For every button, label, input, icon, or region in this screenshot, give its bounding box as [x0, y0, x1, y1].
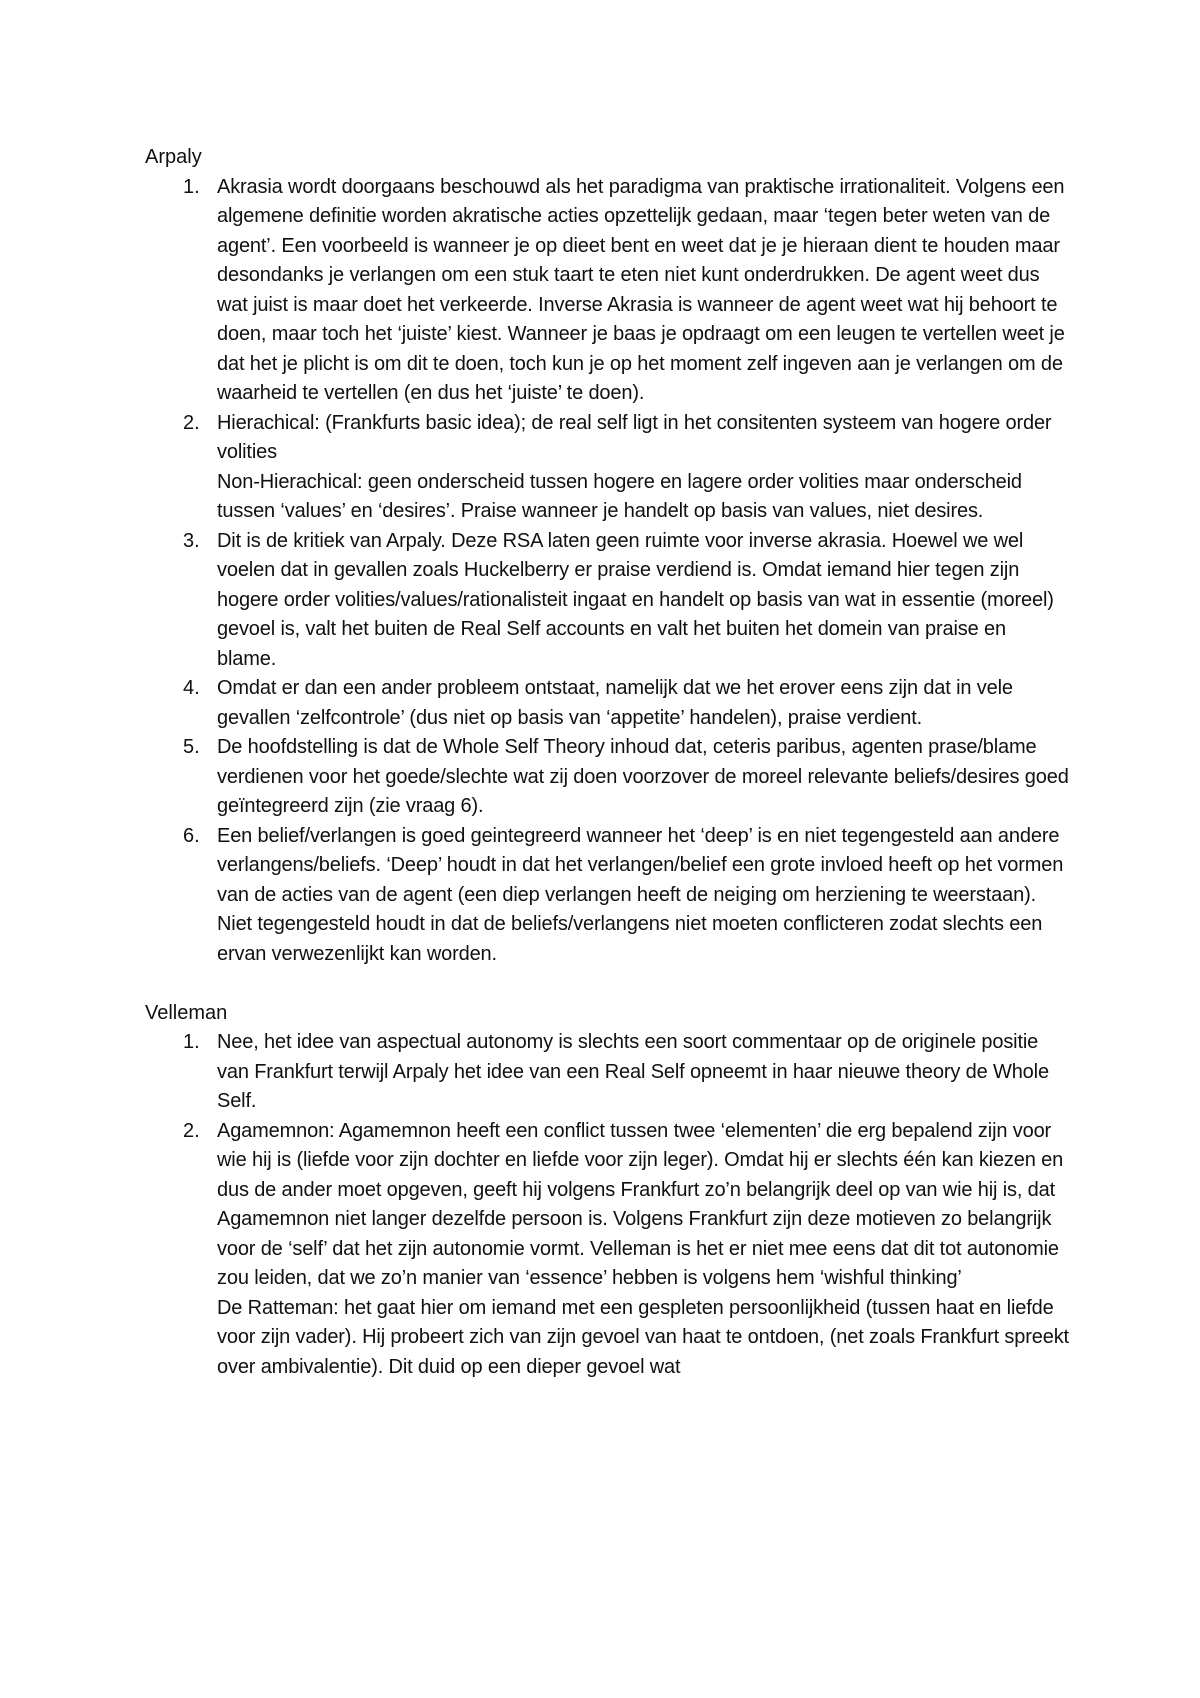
- section-heading-arpaly: Arpaly: [145, 146, 202, 168]
- item-number: 3.: [183, 529, 200, 552]
- list-item: [145, 173, 1070, 409]
- list-item: [145, 733, 1075, 822]
- list-item: [145, 1028, 1070, 1117]
- item-text: Nee, het idee van aspectual autonomy is slechts een soort commentaar op de originele positie van Frankfurt terwijl Arpaly het idee van een Real Self opneemt in haar nieuwe theory de Whole Self.: [217, 1031, 1055, 1112]
- item-number: 4.: [183, 677, 200, 699]
- item-text: Akrasia wordt doorgaans beschouwd als het paradigma van praktische irrationaliteit. Volgens een algemene definitie worden akratische acties opzettelijk gedaan, maar ‘tegen beter weten van de agent’. Een voorbeeld is wanneer je op dieet bent en weet dat je je hieraan dient te houden maar desondanks je verlangen om een stuk taart te eten niet kunt onderdrukken. De agent weet dus wat juist is maar doet het verkeerde. Inverse Akrasia is wanneer de agent weet wat hij behoort te doen, maar toch het ‘juiste’ kiest. Wanneer je baas je opdraagt om een leugen te vertellen weet je dat het je plicht is om dit te doen, toch kun je op het moment zelf ingeven aan je verlangen om de waarheid te vertellen (en dus het ‘juiste’ te doen).: [217, 175, 1071, 404]
- item-number: 2.: [183, 411, 200, 434]
- item-number: 2.: [183, 1119, 200, 1142]
- list-item: [145, 409, 1070, 527]
- item-number: 5.: [183, 736, 200, 758]
- item-text: Agamemnon: Agamemnon heeft een conflict tussen twee ‘elementen’ die erg bepalend zijn voor wie hij is (liefde voor zijn dochter en liefde voor zijn leger). Omdat hij er slechts één kan kiezen en dus de ander moet opgeven, geeft hij volgens Frankfurt zo’n belangrijk deel op van wie hij is, dat Agamemnon niet langer dezelfde persoon is. Volgens Frankfurt zijn deze motieven zo belangrijk voor de ‘self’ dat het zijn autonomie vormt. Velleman is het er niet mee eens dat dit tot autonomie zou leiden, dat we zo’n manier van ‘essence’ hebben is volgens hem ‘wishful thinking’ De Ratteman: het gaat hier om iemand met een gespleten persoonlijkheid (tussen haat en liefde voor zijn vader). Hij probeert zich van zijn gevoel van haat te ontdoen, (net zoals Frankfurt spreekt over ambivalentie). Dit duid op een dieper gevoel wat: [217, 1119, 1069, 1378]
- list-item: [145, 674, 1070, 733]
- list-item: [145, 527, 1070, 675]
- item-text: Omdat er dan een ander probleem ontstaat, namelijk dat we het erover eens zijn dat in vele gevallen ‘zelfcontrole’ (dus niet op basis van ‘appetite’ handelen), praise verdient.: [217, 677, 1019, 729]
- item-text: Hierachical: (Frankfurts basic idea); de real self ligt in het consitenten systeem van hogere order volities Non-Hierachical: geen onderscheid tussen hogere en lagere order volities maar onderscheid tussen ‘values’ en ‘desires’. Praise wanneer je handelt op basis van values, niet desires.: [217, 411, 1052, 522]
- section-velleman: [145, 999, 1070, 1383]
- item-text: De hoofdstelling is dat de Whole Self Theory inhoud dat, ceteris paribus, agenten prase/blame verdienen voor het goede/slechte wat zij doen voorzover de moreel relevante beliefs/desires goed geïntegreerd zijn (zie vraag 6).: [217, 736, 1075, 817]
- answer-list-arpaly: [145, 173, 1075, 970]
- item-text: Een belief/verlangen is goed geintegreerd wanneer het ‘deep’ is en niet tegengesteld aan andere verlangens/beliefs. ‘Deep’ houdt in dat het verlangen/belief een grote invloed heeft op het vormen van de acties van de agent (een diep verlangen heeft de neiging om herziening te weerstaan). Niet tegengesteld houdt in dat de beliefs/verlangens niet moeten conflicteren zodat slechts een ervan verwezenlijkt kan worden.: [217, 824, 1069, 965]
- list-item: [145, 822, 1070, 970]
- item-number: 1.: [183, 1031, 200, 1053]
- item-number: 1.: [183, 175, 200, 198]
- item-number: 6.: [183, 824, 200, 847]
- item-text: Dit is de kritiek van Arpaly. Deze RSA laten geen ruimte voor inverse akrasia. Hoewel we wel voelen dat in gevallen zoals Huckelberry er praise verdiend is. Omdat iemand hier tegen zijn hogere order volities/values/rationalisteit ingaat en handelt op basis van wat in essentie (moreel) gevoel is, valt het buiten de Real Self accounts en valt het buiten het domein van praise en blame.: [217, 529, 1060, 670]
- section-heading-velleman: Velleman: [145, 1001, 228, 1024]
- answer-list-velleman: [145, 1028, 1070, 1382]
- section-arpaly: [145, 143, 1075, 969]
- document-content: [145, 143, 1075, 1382]
- list-item: [145, 1117, 1070, 1383]
